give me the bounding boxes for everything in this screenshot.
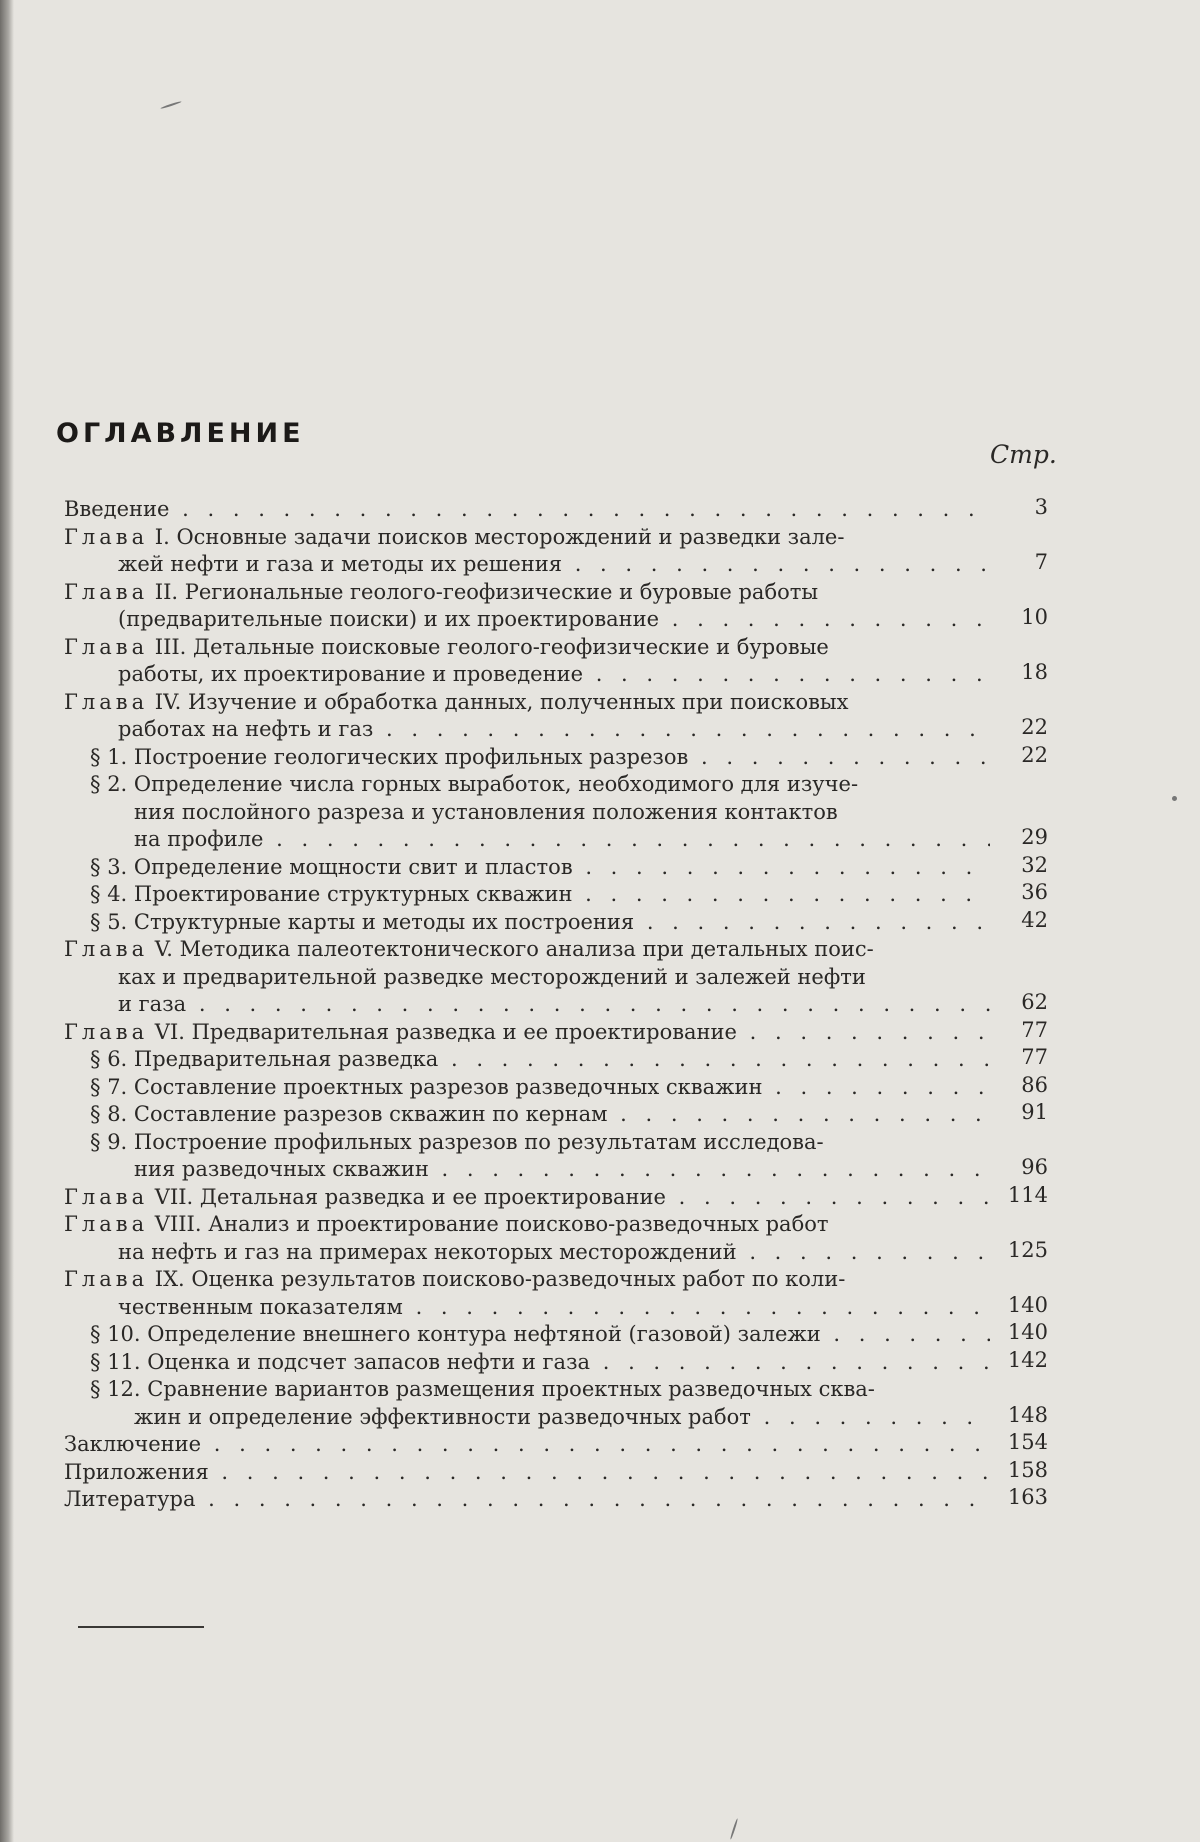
toc-entry-text: 1. Построение геологических профильных разрезов: [107, 744, 689, 769]
toc-entry: [64, 1431, 1048, 1459]
section-sign: §: [90, 1322, 101, 1346]
toc-page-number: 36: [992, 879, 1048, 907]
toc-entry-text: Литература: [64, 1487, 196, 1511]
toc-entry-line: [90, 771, 990, 799]
toc-entry-line: [90, 909, 990, 937]
toc-page-number: 163: [992, 1484, 1048, 1512]
section-sign: §: [90, 854, 101, 879]
toc-entry-text: и газа: [118, 992, 187, 1016]
section-sign: §: [90, 1102, 101, 1126]
toc-entry: [90, 744, 1048, 772]
toc-entry: [64, 524, 1048, 579]
book-spine-shadow: [0, 0, 14, 1842]
toc-entry-text: Заключение: [64, 1432, 202, 1456]
footnote-rule: [78, 1626, 204, 1628]
toc-entry-text: (предварительные поиски) и их проектирование: [118, 607, 660, 631]
toc-entry-text: VII. Детальная разведка и ее проектирование: [154, 1184, 666, 1209]
toc-entry-line: [64, 634, 990, 662]
toc-page-number: 140: [992, 1292, 1048, 1320]
toc-entry-text: IV. Изучение и обработка данных, полученных при поисковых: [154, 689, 849, 714]
toc-entry-line: [64, 964, 990, 992]
toc-entry-text: VIII. Анализ и проектирование поисково-разведочных работ: [154, 1212, 829, 1236]
toc-entry: [64, 634, 1048, 689]
page-title: ОГЛАВЛЕНИЕ: [56, 418, 305, 449]
toc-page-number: 114: [992, 1182, 1048, 1210]
toc-entry: [90, 771, 1048, 854]
toc-entry-text: Приложения: [64, 1459, 209, 1484]
table-of-contents: [64, 496, 1048, 1514]
chapter-prefix: Глава: [64, 1212, 149, 1236]
toc-entry: [64, 496, 1048, 524]
toc-page-number: 158: [992, 1457, 1048, 1485]
toc-entry-text: ния послойного разреза и установления положения контактов: [134, 799, 838, 824]
toc-entry: [90, 909, 1048, 937]
toc-entry: [90, 1129, 1048, 1184]
page-column-label: Стр.: [990, 440, 1057, 469]
toc-page-number: 154: [992, 1429, 1048, 1457]
toc-entry-line: [90, 1101, 990, 1129]
section-sign: §: [90, 772, 101, 796]
toc-entry-line: [90, 881, 990, 909]
toc-entry-line: [90, 1156, 990, 1184]
toc-entry-text: на профиле: [134, 827, 264, 851]
toc-entry-text: 4. Проектирование структурных скважин: [107, 882, 573, 906]
toc-entry: [64, 689, 1048, 744]
toc-entry: [64, 1459, 1048, 1487]
toc-entry-line: [64, 1266, 990, 1294]
toc-entry-text: 6. Предварительная разведка: [107, 1047, 439, 1071]
toc-entry-line: [90, 854, 990, 882]
toc-entry-text: VI. Предварительная разведка и ее проектирование: [154, 1019, 737, 1044]
toc-entry-line: [64, 524, 990, 552]
toc-entry-line: [64, 716, 990, 744]
toc-page-number: 96: [992, 1154, 1048, 1182]
toc-entry-text: 9. Построение профильных разрезов по результатам исследова-: [107, 1129, 824, 1154]
chapter-prefix: Глава: [64, 579, 149, 604]
toc-entry-line: [64, 1184, 990, 1212]
toc-page-number: 77: [992, 1017, 1048, 1045]
toc-entry: [64, 936, 1048, 1019]
toc-entry-line: [90, 1349, 990, 1377]
toc-entry-text: 5. Структурные карты и методы их построения: [107, 909, 635, 934]
toc-page-number: 10: [992, 604, 1048, 632]
toc-entry: [90, 1321, 1048, 1349]
chapter-prefix: Глава: [64, 937, 149, 961]
toc-page-number: 77: [992, 1044, 1048, 1072]
toc-entry: [64, 1266, 1048, 1321]
section-sign: §: [90, 1074, 101, 1099]
paper-speck: [160, 101, 182, 110]
toc-entry-line: [90, 1129, 990, 1157]
chapter-prefix: Глава: [64, 1184, 149, 1209]
toc-entry-line: [90, 1321, 990, 1349]
toc-entry-line: [90, 1376, 990, 1404]
toc-entry: [64, 1486, 1048, 1514]
toc-entry-line: [64, 496, 990, 524]
toc-entry-line: [64, 1019, 990, 1047]
toc-page-number: 22: [992, 714, 1048, 742]
toc-entry-line: [90, 1074, 990, 1102]
toc-entry-text: ках и предварительной разведке месторождений и залежей нефти: [118, 964, 866, 989]
chapter-prefix: Глава: [64, 1267, 149, 1291]
toc-page-number: 7: [992, 549, 1048, 577]
toc-entry-line: [64, 1294, 990, 1322]
toc-entry-text: работах на нефть и газ: [118, 717, 374, 741]
toc-page-number: 140: [992, 1319, 1048, 1347]
toc-entry-line: [64, 606, 990, 634]
toc-entry-text: на нефть и газ на примерах некоторых месторождений: [118, 1239, 737, 1264]
section-sign: §: [90, 1129, 101, 1154]
toc-entry: [64, 579, 1048, 634]
toc-entry-text: жин и определение эффективности разведочных работ: [134, 1404, 751, 1429]
toc-entry-text: чественным показателям: [118, 1294, 403, 1319]
toc-page-number: 18: [992, 659, 1048, 687]
toc-page-number: 91: [992, 1099, 1048, 1127]
toc-entry-text: I. Основные задачи поисков месторождений и разведки зале-: [154, 524, 845, 549]
toc-entry: [64, 1184, 1048, 1212]
toc-entry-line: [64, 689, 990, 717]
toc-entry-line: [64, 1239, 990, 1267]
toc-page-number: 148: [992, 1402, 1048, 1430]
toc-entry-line: [64, 936, 990, 964]
section-sign: §: [90, 882, 101, 906]
toc-entry-line: [90, 826, 990, 854]
toc-entry-line: [64, 1486, 990, 1514]
toc-entry: [90, 1074, 1048, 1102]
toc-page-number: 125: [992, 1237, 1048, 1265]
toc-entry: [90, 1046, 1048, 1074]
toc-entry-text: 3. Определение мощности свит и пластов: [107, 854, 573, 879]
toc-entry-text: 8. Составление разрезов скважин по кернам: [107, 1102, 608, 1126]
section-sign: §: [90, 744, 101, 769]
toc-page-number: 62: [992, 989, 1048, 1017]
toc-entry-line: [90, 1046, 990, 1074]
chapter-prefix: Глава: [64, 524, 149, 549]
paper-speck: [730, 1818, 739, 1840]
section-sign: §: [90, 1349, 101, 1374]
toc-entry-line: [90, 799, 990, 827]
toc-entry-text: III. Детальные поисковые геолого-геофизические и буровые: [154, 634, 829, 659]
toc-page-number: 42: [992, 907, 1048, 935]
toc-entry-line: [64, 1431, 990, 1459]
toc-entry-text: жей нефти и газа и методы их решения: [118, 552, 563, 576]
toc-page-number: 29: [992, 824, 1048, 852]
toc-page-number: 3: [992, 494, 1048, 522]
section-sign: §: [90, 1047, 101, 1071]
paper-speck: [1172, 796, 1177, 801]
toc-entry-text: 7. Составление проектных разрезов разведочных скважин: [107, 1074, 763, 1099]
toc-entry: [90, 854, 1048, 882]
toc-entry: [90, 1349, 1048, 1377]
chapter-prefix: Глава: [64, 634, 149, 659]
toc-page-number: 86: [992, 1072, 1048, 1100]
toc-entry-text: ния разведочных скважин: [134, 1157, 429, 1181]
toc-entry-text: II. Региональные геолого-геофизические и буровые работы: [154, 579, 819, 604]
toc-page-number: 22: [992, 742, 1048, 770]
toc-entry-text: работы, их проектирование и проведение: [118, 662, 584, 686]
toc-entry-line: [90, 744, 990, 772]
toc-entry: [90, 881, 1048, 909]
toc-entry-line: [64, 1211, 990, 1239]
toc-entry: [64, 1211, 1048, 1266]
toc-entry-line: [64, 991, 990, 1019]
toc-entry-text: 11. Оценка и подсчет запасов нефти и газа: [107, 1349, 591, 1374]
toc-entry-line: [64, 661, 990, 689]
toc-entry-text: 10. Определение внешнего контура нефтяной (газовой) залежи: [107, 1322, 821, 1346]
toc-entry-line: [64, 1459, 990, 1487]
chapter-prefix: Глава: [64, 1019, 149, 1044]
toc-entry: [90, 1101, 1048, 1129]
toc-entry-line: [64, 579, 990, 607]
toc-entry-line: [64, 551, 990, 579]
toc-entry-text: IX. Оценка результатов поисково-разведочных работ по коли-: [154, 1267, 846, 1291]
toc-entry: [90, 1376, 1048, 1431]
chapter-prefix: Глава: [64, 689, 149, 714]
toc-entry-text: Введение: [64, 497, 170, 521]
section-sign: §: [90, 909, 101, 934]
toc-entry-text: 12. Сравнение вариантов размещения проектных разведочных сква-: [107, 1377, 875, 1401]
toc-page-number: 142: [992, 1347, 1048, 1375]
toc-entry-line: [90, 1404, 990, 1432]
section-sign: §: [90, 1377, 101, 1401]
toc-entry-text: V. Методика палеотектонического анализа при детальных поис-: [154, 937, 874, 961]
toc-entry: [64, 1019, 1048, 1047]
toc-entry-text: 2. Определение числа горных выработок, необходимого для изуче-: [107, 772, 859, 796]
toc-page-number: 32: [992, 852, 1048, 880]
